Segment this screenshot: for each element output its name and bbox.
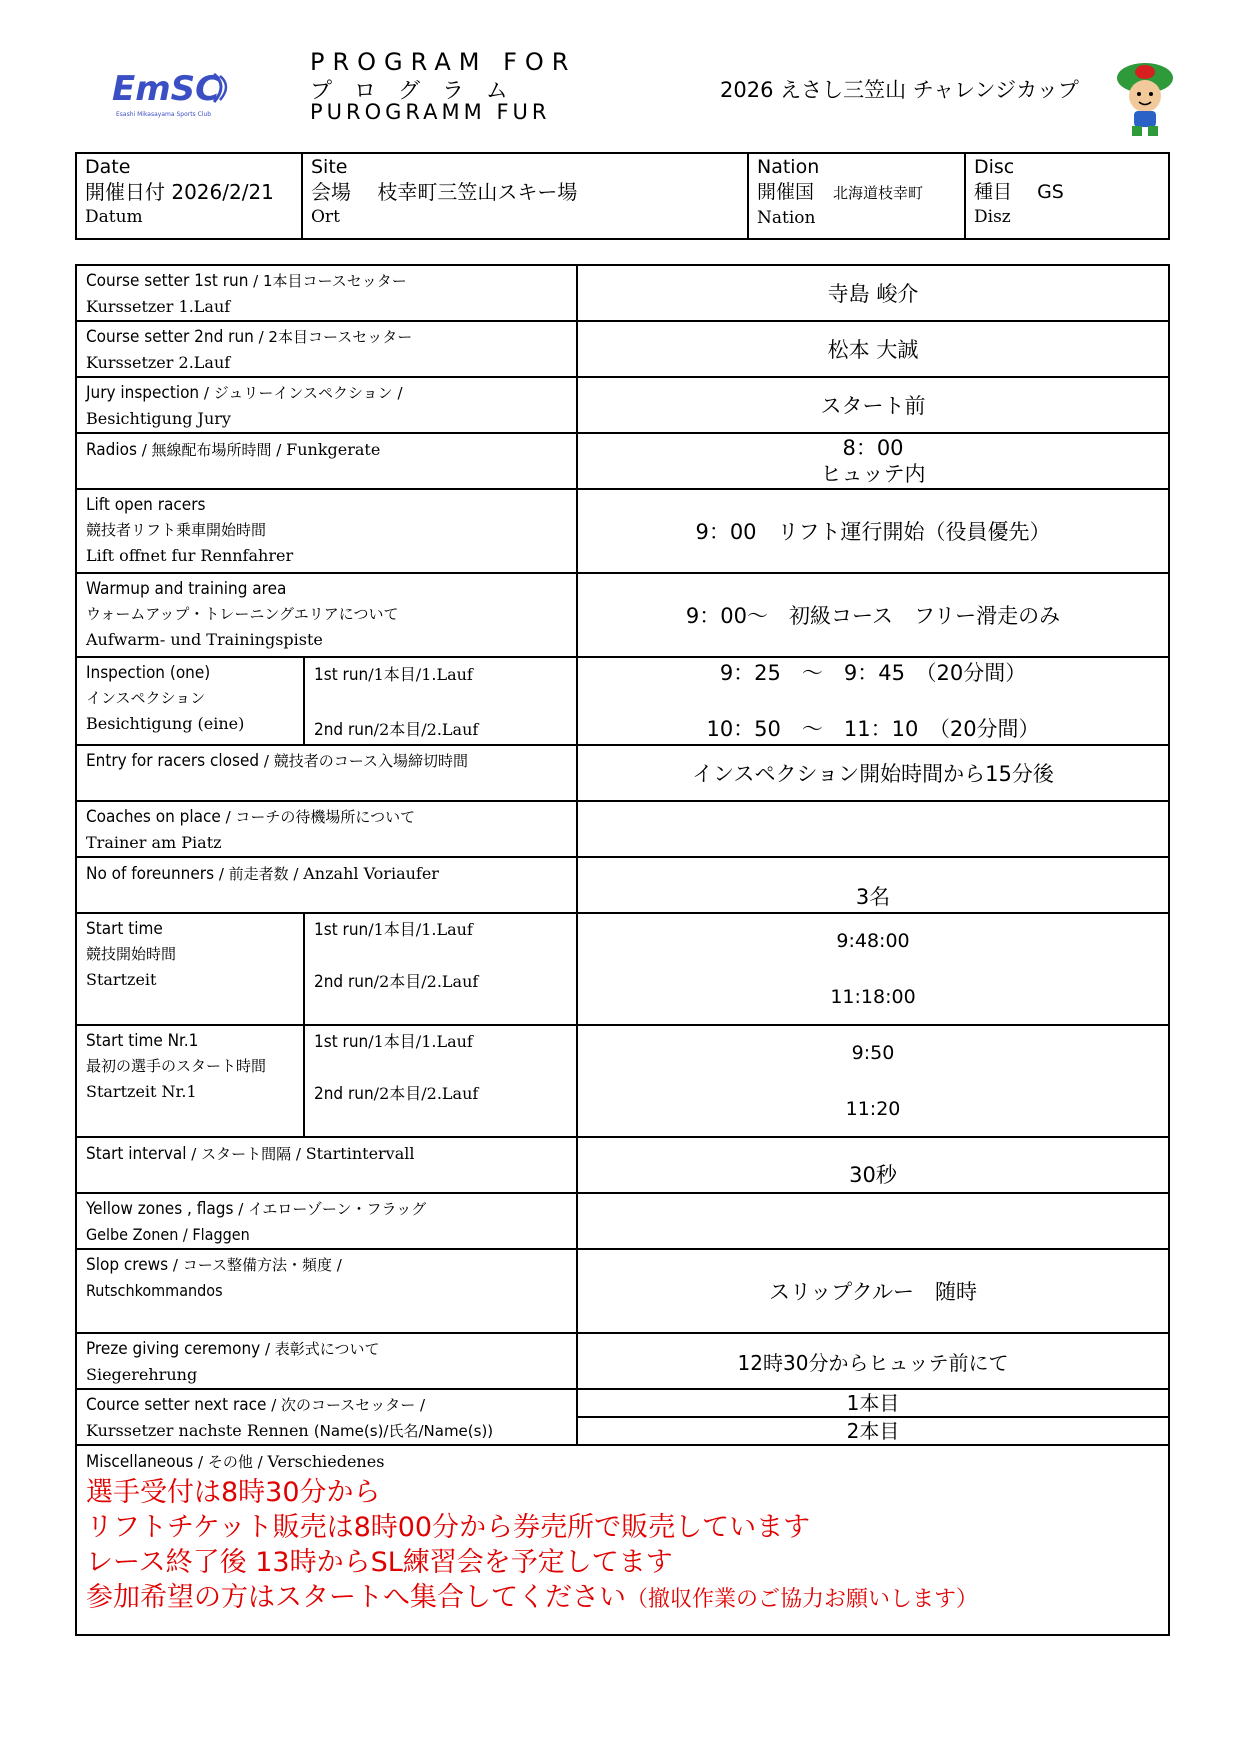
label-ja: ウォームアップ・トレーニングエリアについて xyxy=(86,605,399,623)
row-radios xyxy=(76,433,1169,489)
label-en: Start interval xyxy=(86,1144,187,1164)
label-ja: / 2本目コースセッター xyxy=(253,328,413,346)
label-ja: 競技開始時間 xyxy=(86,945,177,963)
label-en: Cource setter next race xyxy=(86,1395,267,1415)
date-label-de: Datum xyxy=(85,207,143,227)
row-start-time-nr1 xyxy=(76,1025,1169,1137)
value: 9：00 リフト運行開始（役員優先） xyxy=(577,489,1169,573)
misc-line: リフトチケット販売は8時00分から券売所で販売しています xyxy=(86,1512,811,1543)
value: スタート前 xyxy=(577,377,1169,433)
value xyxy=(577,801,1169,857)
value-run1: 9:48:00 xyxy=(836,930,910,952)
row-inspection xyxy=(76,657,1169,745)
row-course-setter-2 xyxy=(76,321,1169,377)
label-en: Preze giving ceremony xyxy=(86,1339,261,1359)
run1-label: 1st run xyxy=(314,1032,369,1052)
value-line-2: ヒュッテ内 xyxy=(820,462,926,486)
row-next-setter-1 xyxy=(76,1389,1169,1417)
row-prize-giving xyxy=(76,1333,1169,1389)
value: 2本目 xyxy=(577,1417,1169,1445)
run1-label-b: /1本目/1.Lauf xyxy=(368,665,473,684)
run2-label: 2nd run xyxy=(314,720,374,740)
value-run2: 10：50 ～ 11：10 （20分間） xyxy=(706,717,1040,741)
value-run1: 9:50 xyxy=(851,1042,895,1064)
title-en: PROGRAM FOR xyxy=(310,48,577,76)
label-de: Anzahl Voriaufer xyxy=(303,864,439,883)
value: 1本目 xyxy=(577,1389,1169,1417)
nation-cell xyxy=(748,153,965,239)
label-de: Gelbe Zonen / Flaggen xyxy=(86,1225,250,1244)
label-ja: 最初の選手のスタート時間 xyxy=(86,1057,267,1075)
club-logo xyxy=(110,66,245,126)
label-en: Warmup and training area xyxy=(86,579,287,599)
value xyxy=(577,657,1169,745)
run2-label: 2nd run xyxy=(314,972,374,992)
run1-label: 1st run xyxy=(314,665,369,685)
label-en: Radios xyxy=(86,440,137,460)
logo-subtext: Esashi Mikasayama Sports Club xyxy=(116,111,212,118)
label-ja: / イエローゾーン・フラッグ xyxy=(233,1200,427,1218)
label-ja: / コーチの待機場所について xyxy=(220,808,416,826)
label-de: Kurssetzer 1.Lauf xyxy=(86,297,231,316)
misc-line: レース終了後 13時からSL練習会を予定してます xyxy=(86,1547,673,1578)
row-forerunners xyxy=(76,857,1169,913)
program-table xyxy=(75,264,1170,1636)
row-yellow-zones xyxy=(76,1193,1169,1249)
value: 12時30分からヒュッテ前にて xyxy=(577,1333,1169,1389)
nation-label-de: Nation xyxy=(757,208,816,228)
row-course-setter-1 xyxy=(76,265,1169,321)
misc-note: （撤収作業のご協力お願いします） xyxy=(626,1587,979,1612)
label-ja: / 前走者数 / xyxy=(214,865,304,883)
disc-value: GS xyxy=(1037,181,1064,203)
label-de: Startintervall xyxy=(305,1144,415,1163)
run1-label: 1st run xyxy=(314,920,369,940)
value: 松本 大誠 xyxy=(577,321,1169,377)
label-name: (Name(s)/氏名/Name(s)) xyxy=(313,1422,494,1440)
disc-cell xyxy=(965,153,1169,239)
disc-label-en: Disc xyxy=(974,156,1015,178)
label-de: Besichtigung (eine) xyxy=(86,714,245,733)
value xyxy=(577,1193,1169,1249)
nation-value: 北海道枝幸町 xyxy=(833,184,924,202)
row-jury-inspection xyxy=(76,377,1169,433)
run2-label: 2nd run xyxy=(314,1084,374,1104)
row-slop-crews xyxy=(76,1249,1169,1333)
label-de: Startzeit xyxy=(86,970,157,989)
label-de: Rutschkommandos xyxy=(86,1281,223,1300)
value-line-1: 8：00 xyxy=(842,436,904,460)
run2-label-b: /2本目/2.Lauf xyxy=(373,1084,479,1103)
event-info-table xyxy=(75,152,1170,240)
row-miscellaneous xyxy=(76,1445,1169,1635)
title-de: PUROGRAMM FUR xyxy=(310,100,551,124)
label-ja: / スタート間隔 / xyxy=(186,1145,306,1163)
site-value: 枝幸町三笠山スキー場 xyxy=(377,180,578,204)
label-de: Trainer am Piatz xyxy=(86,833,222,852)
value-run1: 9：25 ～ 9：45 （20分間） xyxy=(719,661,1027,685)
label-ja: インスペクション xyxy=(86,689,206,707)
value: インスペクション開始時間から15分後 xyxy=(577,745,1169,801)
date-cell xyxy=(76,153,302,239)
label-de: Siegerehrung xyxy=(86,1365,198,1384)
mascot-image xyxy=(1112,60,1178,140)
label-ja: / 無線配布場所時間 / xyxy=(136,441,287,459)
label-ja: / 次のコースセッター / xyxy=(266,1396,426,1414)
label-de: Besichtigung Jury xyxy=(86,409,231,428)
label-de: Startzeit Nr.1 xyxy=(86,1082,197,1101)
label-ja: / 表彰式について xyxy=(260,1340,380,1358)
run1-label-b: /1本目/1.Lauf xyxy=(368,920,473,939)
label-de: Lift offnet fur Rennfahrer xyxy=(86,546,294,565)
row-warmup xyxy=(76,573,1169,657)
run2-label-b: /2本目/2.Lauf xyxy=(373,720,479,739)
label-de: Kurssetzer 2.Lauf xyxy=(86,353,231,372)
site-label-de: Ort xyxy=(311,207,340,227)
logo-text: EmSC xyxy=(112,69,221,109)
label-en: Inspection (one) xyxy=(86,663,211,683)
date-value: 開催日付 2026/2/21 xyxy=(85,180,274,204)
row-start-interval xyxy=(76,1137,1169,1193)
label-ja: / その他 / xyxy=(193,1453,268,1471)
disc-label-ja: 種目 xyxy=(974,181,1013,203)
label-ja: / 競技者のコース入場締切時間 xyxy=(259,752,468,770)
label-ja: / ジュリーインスペクション / xyxy=(199,384,403,402)
title-ja: プログラム xyxy=(310,79,530,104)
nation-label-en: Nation xyxy=(757,156,820,178)
value: 寺島 峻介 xyxy=(577,265,1169,321)
label-en: No of foreunners xyxy=(86,864,215,884)
value xyxy=(577,1025,1169,1137)
row-lift-open xyxy=(76,489,1169,573)
label-en: Miscellaneous xyxy=(86,1452,194,1472)
label-ja: / 1本目コースセッター xyxy=(248,272,407,290)
date-label-en: Date xyxy=(85,156,131,178)
label-en: Course setter 2nd run xyxy=(86,327,254,347)
label-en: Course setter 1st run xyxy=(86,271,249,291)
site-cell xyxy=(302,153,748,239)
value: 3名 xyxy=(577,857,1169,913)
value: 30秒 xyxy=(577,1137,1169,1193)
value: 9：00～ 初級コース フリー滑走のみ xyxy=(577,573,1169,657)
label-de: Aufwarm- und Trainingspiste xyxy=(86,630,323,649)
site-label-ja: 会場 xyxy=(311,180,351,204)
run1-label-b: /1本目/1.Lauf xyxy=(368,1032,473,1051)
label-en: Start time xyxy=(86,919,163,939)
label-en: Coaches on place xyxy=(86,807,221,827)
value xyxy=(577,433,1169,489)
row-entry-closed xyxy=(76,745,1169,801)
label-en: Lift open racers xyxy=(86,495,206,515)
label-en: Start time Nr.1 xyxy=(86,1031,199,1051)
value xyxy=(577,913,1169,1025)
site-label-en: Site xyxy=(311,156,348,178)
value-run2: 11:20 xyxy=(845,1098,901,1120)
label-ja: 競技者リフト乗車開始時間 xyxy=(86,521,267,539)
row-start-time xyxy=(76,913,1169,1025)
misc-line-last xyxy=(86,1580,1160,1617)
misc-line: 参加希望の方はスタートへ集合してください xyxy=(86,1582,626,1613)
nation-label-ja: 開催国 xyxy=(757,181,815,203)
run2-label-b: /2本目/2.Lauf xyxy=(373,972,479,991)
value-run2: 11:18:00 xyxy=(830,986,916,1008)
label-en: Slop crews xyxy=(86,1255,169,1275)
label-de: Kurssetzer nachste Rennen xyxy=(86,1421,314,1440)
label-ja: / コース整備方法・頻度 / xyxy=(168,1256,342,1274)
label-en: Jury inspection xyxy=(86,383,200,403)
label-de: Funkgerate xyxy=(286,440,381,459)
value: スリップクルー 随時 xyxy=(577,1249,1169,1333)
misc-line: 選手受付は8時30分から xyxy=(86,1477,381,1508)
row-coaches xyxy=(76,801,1169,857)
label-de: Verschiedenes xyxy=(267,1452,385,1471)
disc-label-de: Disz xyxy=(974,207,1011,227)
label-en: Yellow zones , flags xyxy=(86,1199,234,1219)
label-en: Entry for racers closed xyxy=(86,751,260,771)
event-name: 2026 えさし三笠山 チャレンジカップ xyxy=(720,78,1079,102)
